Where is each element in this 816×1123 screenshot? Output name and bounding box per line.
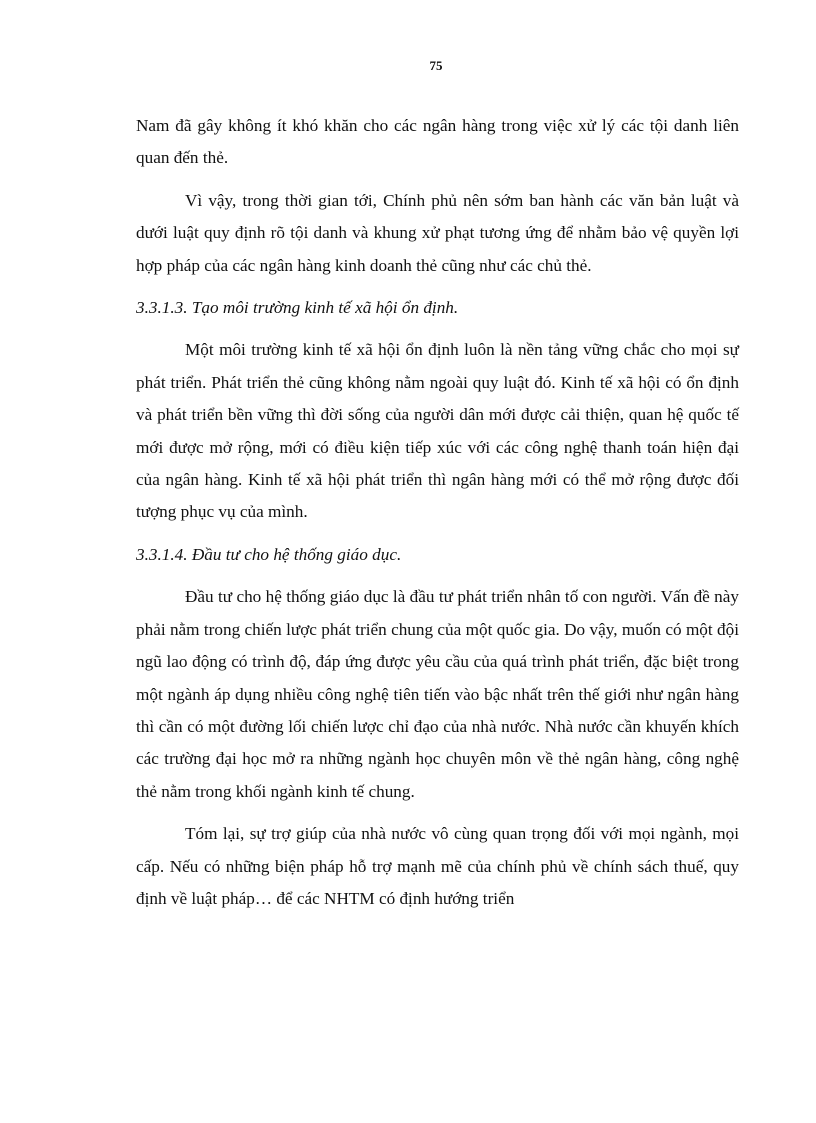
page-number: 75 <box>429 58 443 73</box>
paragraph-continuation: Nam đã gây không ít khó khăn cho các ngân hàng trong việc xử lý các tội danh liên quan đến thẻ. <box>136 116 739 168</box>
paragraph-economic-environment: Một môi trường kinh tế xã hội ổn định luôn là nền tảng vững chắc cho mọi sự phát triển. Phát triển thẻ cũng không nằm ngoài quy luật đó. Kinh tế xã hội có ổn định và phát triển bền vững thì đời sống của người dân mới được cải thiện, quan hệ quốc tế mới được mở rộng, mới có điều kiện tiếp xúc với các công nghệ thanh toán hiện đại của ngân hàng. Kinh tế xã hội phát triển thì ngân hàng mới có thể mở rộng được đối tượng phục vụ của mình. <box>136 340 739 522</box>
section-heading-3-3-1-4: 3.3.1.4. Đầu tư cho hệ thống giáo dục. <box>136 544 402 564</box>
paragraph-legislation: Vì vậy, trong thời gian tới, Chính phủ nên sớm ban hành các văn bản luật và dưới luật quy định rõ tội danh và khung xử phạt tương ứng để nhằm bảo vệ quyền lợi hợp pháp của các ngân hàng kinh doanh thẻ cũng như các chủ thẻ. <box>136 190 739 275</box>
document-body <box>136 110 739 925</box>
paragraph-education: Đầu tư cho hệ thống giáo dục là đầu tư phát triển nhân tố con người. Vấn đề này phải nằm trong chiến lược phát triển chung của một quốc gia. Do vậy, muốn có một đội ngũ lao động có trình độ, đáp ứng được yêu cầu của quá trình phát triển, đặc biệt trong một ngành áp dụng nhiều công nghệ tiên tiến vào bậc nhất trên thế giới như ngân hàng thì cần có một đường lối chiến lược chỉ đạo của nhà nước. Nhà nước cần khuyến khích các trường đại học mở ra những ngành học chuyên môn về thẻ ngân hàng, công nghệ thẻ nằm trong khối ngành kinh tế chung. <box>136 587 739 801</box>
paragraph-conclusion: Tóm lại, sự trợ giúp của nhà nước vô cùng quan trọng đối với mọi ngành, mọi cấp. Nếu có những biện pháp hỗ trợ mạnh mẽ của chính phủ về chính sách thuế, quy định về luật pháp… để các NHTM có định hướng triển <box>136 824 739 908</box>
section-heading-3-3-1-3: 3.3.1.3. Tạo môi trường kinh tế xã hội ổn định. <box>136 298 459 318</box>
